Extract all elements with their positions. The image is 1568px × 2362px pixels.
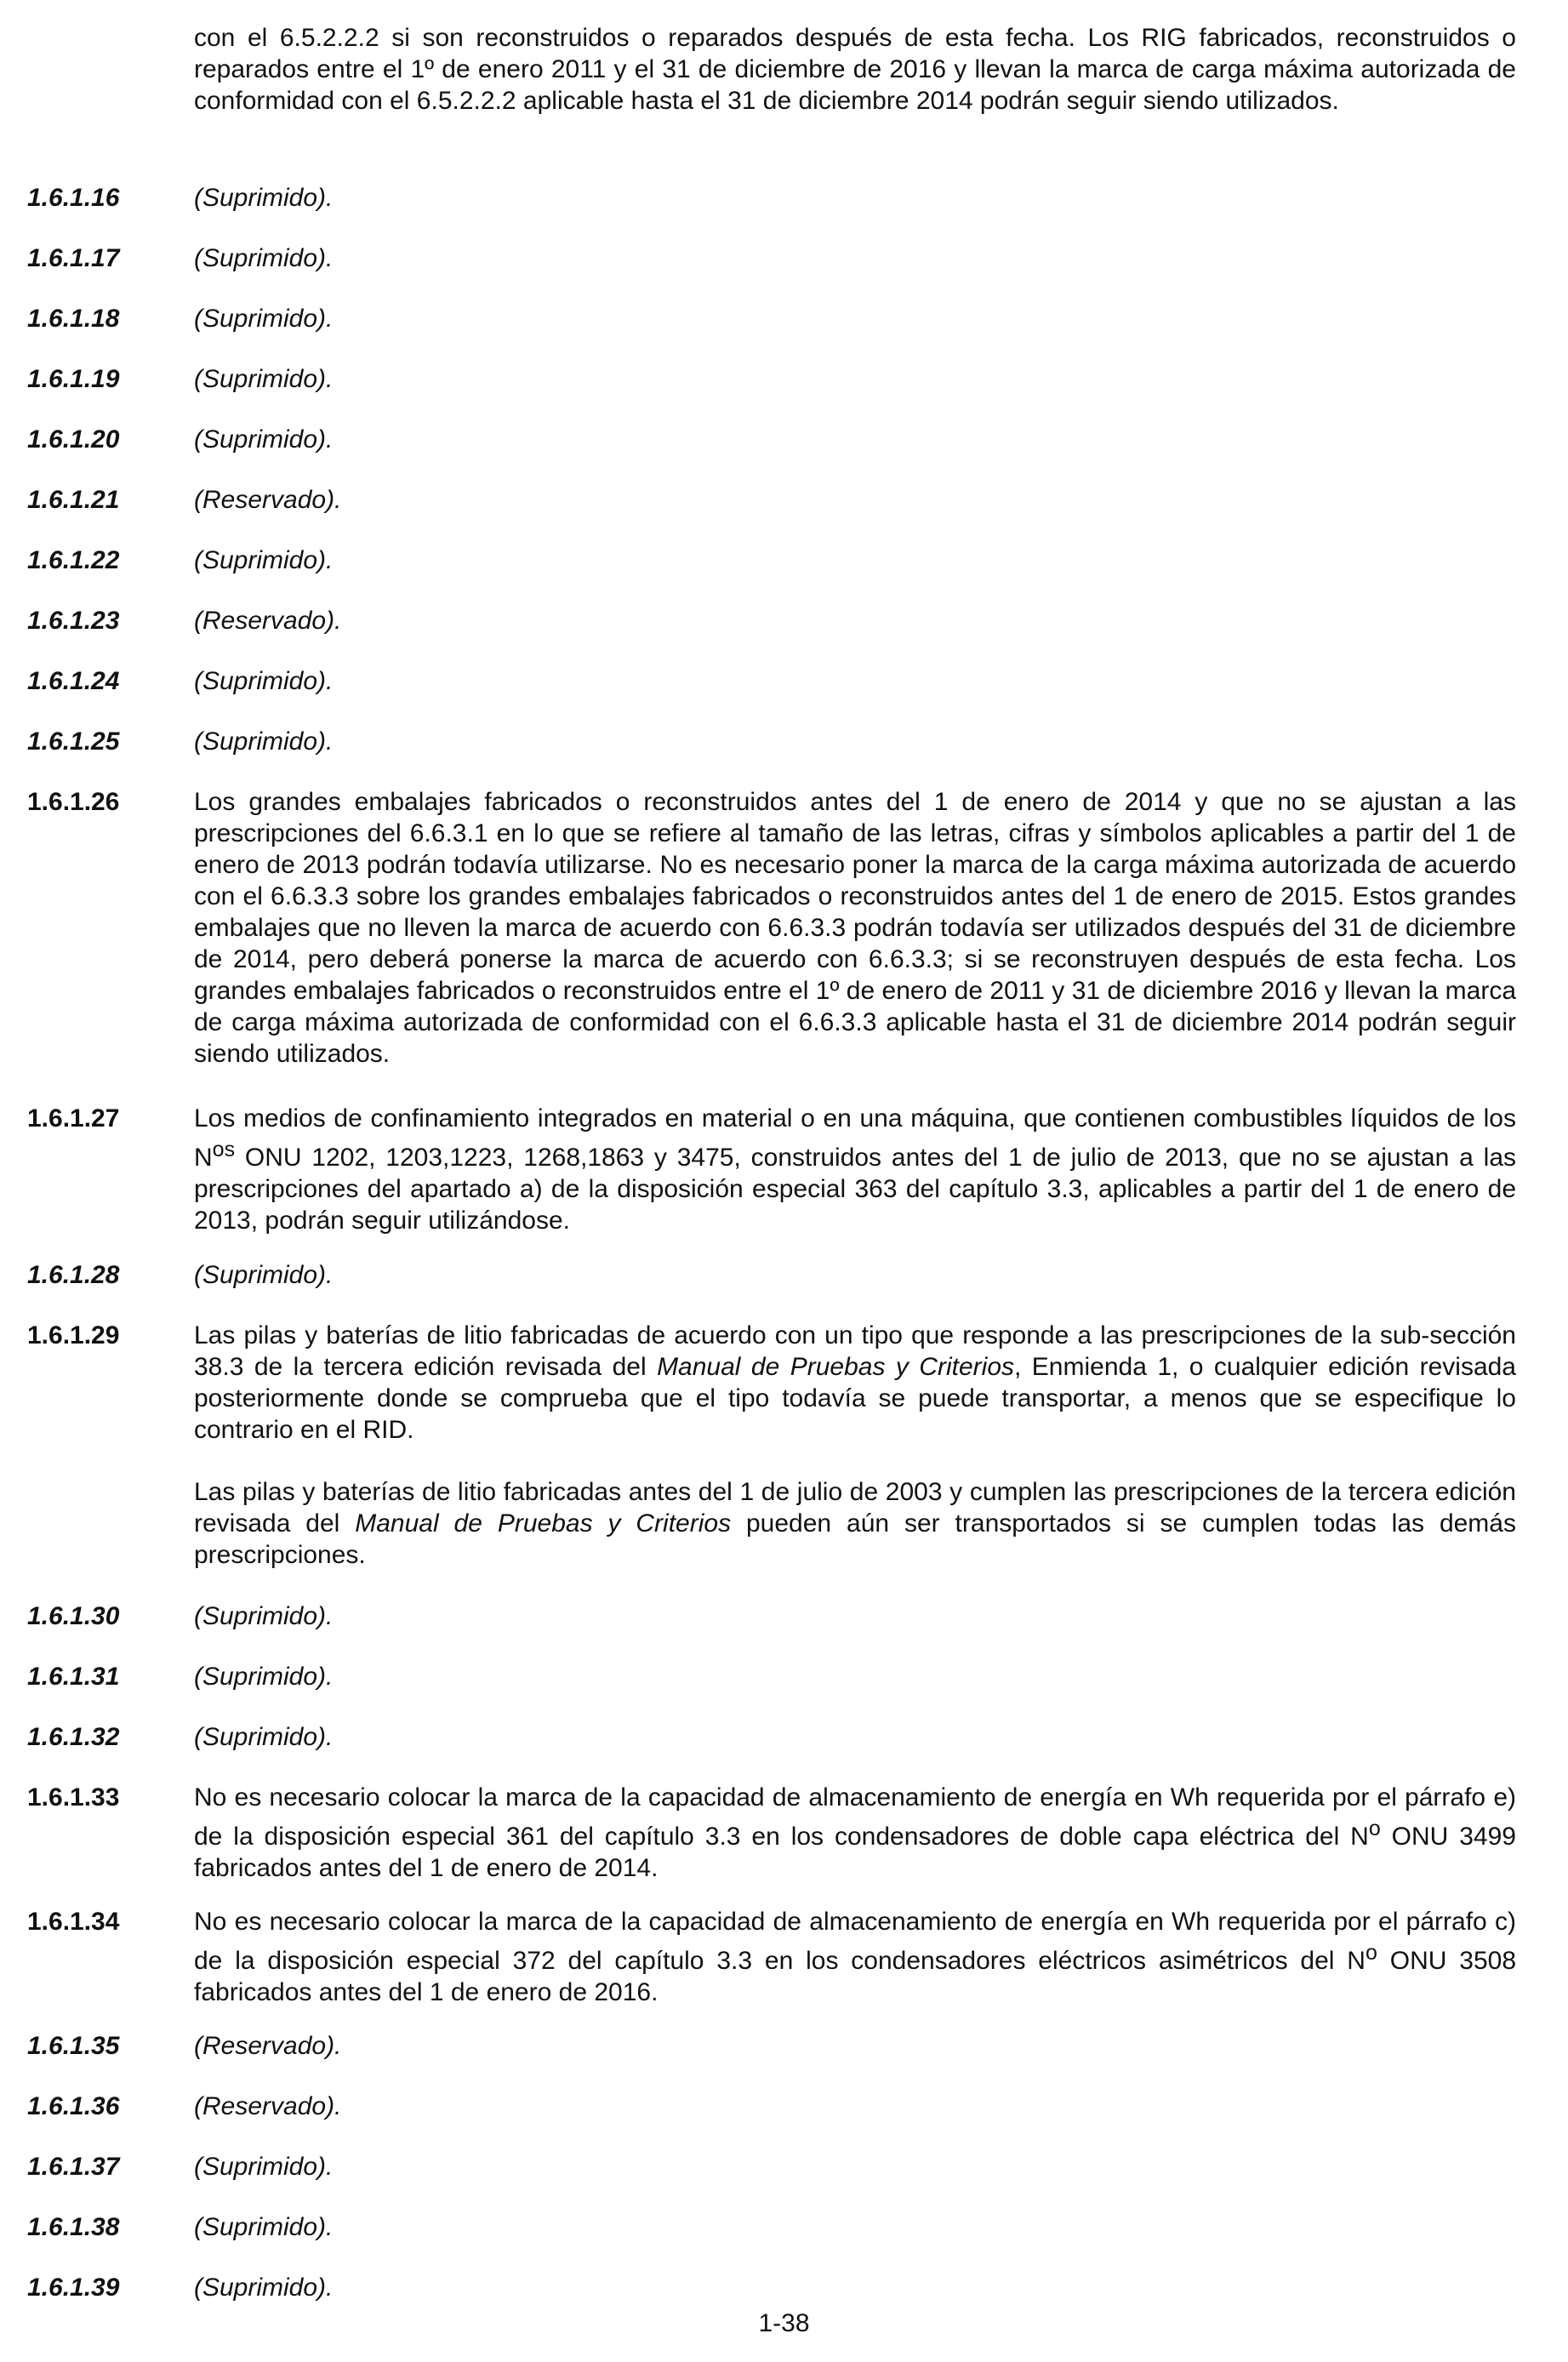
section-text [194, 1320, 1516, 1571]
section-text: (Suprimido). [194, 1723, 334, 1751]
section-number: 1.6.1.28 [27, 1261, 120, 1289]
section-text: (Suprimido). [194, 727, 334, 756]
section-text [194, 1103, 1516, 1236]
text-segment: , Enmienda 1, o cualquier edición revisada posteriormente donde se comprueba que el tipo todavía se puede transportar, a menos que se especifique lo contrario en el RID. [194, 1353, 1516, 1444]
section-text: Los grandes embalajes fabricados o reconstruidos antes del 1 de enero de 2014 y que no se ajustan a las prescripciones del 6.6.3.1 en lo que se refiere al tamaño de las letras, cifras y símbolos aplicables a partir del 1 de enero de 2013 podrán todavía utilizarse. No es necesario poner la marca de la carga máxima autorizada de acuerdo con el 6.6.3.3 sobre los grandes embalajes fabricados o reconstruidos antes del 1 de enero de 2015. Estos grandes embalajes que no lleven la marca de acuerdo con 6.6.3.3 podrán todavía ser utilizados después del 31 de diciembre de 2014, pero deberá ponerse la marca de acuerdo con 6.6.3.3; si se reconstruyen después de esta fecha. Los grandes embalajes fabricados o reconstruidos entre el 1º de enero de 2011 y 31 de diciembre 2016 y llevan la marca de carga máxima autorizada de conformidad con el 6.6.3.3 aplicable hasta el 31 de diciembre 2014 podrán seguir siendo utilizados. [194, 788, 1516, 1068]
section-text: (Suprimido). [194, 184, 334, 212]
text-segment: No es necesario colocar la marca de la capacidad de almacenamiento de energía en Wh requerida por el párrafo e) de la disposición especial 361 del capítulo 3.3 en los condensadores de doble capa eléctrica del N [194, 1783, 1516, 1851]
section-number: 1.6.1.18 [27, 305, 120, 333]
section-number: 1.6.1.19 [27, 365, 120, 393]
text-segment: ONU 3508 fabricados antes del 1 de enero de 2016. [194, 1947, 1516, 2006]
section-number: 1.6.1.25 [27, 727, 120, 756]
page-number: 1-38 [758, 2309, 810, 2337]
section-text: (Suprimido). [194, 546, 334, 574]
section-number: 1.6.1.27 [27, 1104, 120, 1133]
section-text: (Suprimido). [194, 2274, 334, 2302]
emphasis-title: Manual de Pruebas y Criterios [657, 1353, 1015, 1381]
section-number: 1.6.1.39 [27, 2274, 120, 2302]
section-text: (Reservado). [194, 2092, 342, 2120]
section-number: 1.6.1.26 [27, 788, 120, 816]
emphasis-title: Manual de Pruebas y Criterios [355, 1509, 732, 1538]
section-number: 1.6.1.30 [27, 1602, 120, 1630]
section-number: 1.6.1.36 [27, 2092, 120, 2120]
section-number: 1.6.1.37 [27, 2153, 120, 2181]
section-text: (Suprimido). [194, 305, 334, 333]
superscript: os [212, 1138, 236, 1161]
text-segment: Los medios de confinamiento integrados en material o en una máquina, que contienen combustibles líquidos de los N [194, 1104, 1516, 1172]
section-number: 1.6.1.23 [27, 607, 120, 635]
section-number: 1.6.1.20 [27, 425, 120, 454]
section-text: (Suprimido). [194, 2153, 334, 2181]
section-number: 1.6.1.22 [27, 546, 120, 574]
superscript: o [1368, 1817, 1381, 1840]
text-segment: Las pilas y baterías de litio fabricadas de acuerdo con un tipo que responde a las prescripciones de la sub-sección 38.3 de la tercera edición revisada del [194, 1321, 1516, 1381]
section-text: (Suprimido). [194, 244, 334, 272]
section-number: 1.6.1.16 [27, 184, 120, 212]
intro-paragraph: con el 6.5.2.2.2 si son reconstruidos o reparados después de esta fecha. Los RIG fabricados, reconstruidos o reparados entre el 1º de enero 2011 y el 31 de diciembre de 2016 y llevan la marca de carga máxima autorizada de conformidad con el 6.5.2.2.2 aplicable hasta el 31 de diciembre 2014 podrán seguir siendo utilizados. [194, 24, 1516, 115]
section-text: (Suprimido). [194, 1602, 334, 1630]
section-number: 1.6.1.34 [27, 1908, 120, 1936]
section-text [194, 1782, 1516, 1884]
section-number: 1.6.1.32 [27, 1723, 120, 1751]
superscript: o [1365, 1941, 1377, 1965]
section-text: (Suprimido). [194, 1663, 334, 1691]
text-segment: Las pilas y baterías de litio fabricadas antes del 1 de julio de 2003 y cumplen las prescripciones de la tercera edición revisada del [194, 1478, 1516, 1538]
section-number: 1.6.1.29 [27, 1321, 120, 1349]
section-number: 1.6.1.35 [27, 2032, 120, 2060]
section-text [194, 1906, 1516, 2008]
text-segment: ONU 1202, 1203,1223, 1268,1863 y 3475, construidos antes del 1 de julio de 2013, que no se ajustan a las prescripciones del apartado a) de la disposición especial 363 del capítulo 3.3, aplicables a partir del 1 de enero de 2013, podrán seguir utilizándose. [194, 1144, 1516, 1235]
section-number: 1.6.1.17 [27, 244, 120, 272]
paragraph [194, 1320, 1516, 1446]
section-text: (Suprimido). [194, 425, 334, 454]
paragraph [194, 1476, 1516, 1571]
section-text: (Suprimido). [194, 667, 334, 695]
text-segment: ONU 3499 fabricados antes del 1 de enero de 2014. [194, 1823, 1516, 1882]
section-text: (Suprimido). [194, 1261, 334, 1289]
text-segment: No es necesario colocar la marca de la capacidad de almacenamiento de energía en Wh requerida por el párrafo c) de la disposición especial 372 del capítulo 3.3 en los condensadores eléctricos asimétricos del N [194, 1908, 1516, 1975]
section-text: (Reservado). [194, 2032, 342, 2060]
section-number: 1.6.1.21 [27, 486, 120, 514]
section-number: 1.6.1.24 [27, 667, 120, 695]
section-number: 1.6.1.33 [27, 1783, 120, 1811]
section-number: 1.6.1.31 [27, 1663, 120, 1691]
section-text: (Suprimido). [194, 365, 334, 393]
text-segment: pueden aún ser transportados si se cumplen todas las demás prescripciones. [194, 1509, 1516, 1569]
section-text: (Reservado). [194, 486, 342, 514]
section-number: 1.6.1.38 [27, 2213, 120, 2241]
section-text: (Suprimido). [194, 2213, 334, 2241]
section-text: (Reservado). [194, 607, 342, 635]
